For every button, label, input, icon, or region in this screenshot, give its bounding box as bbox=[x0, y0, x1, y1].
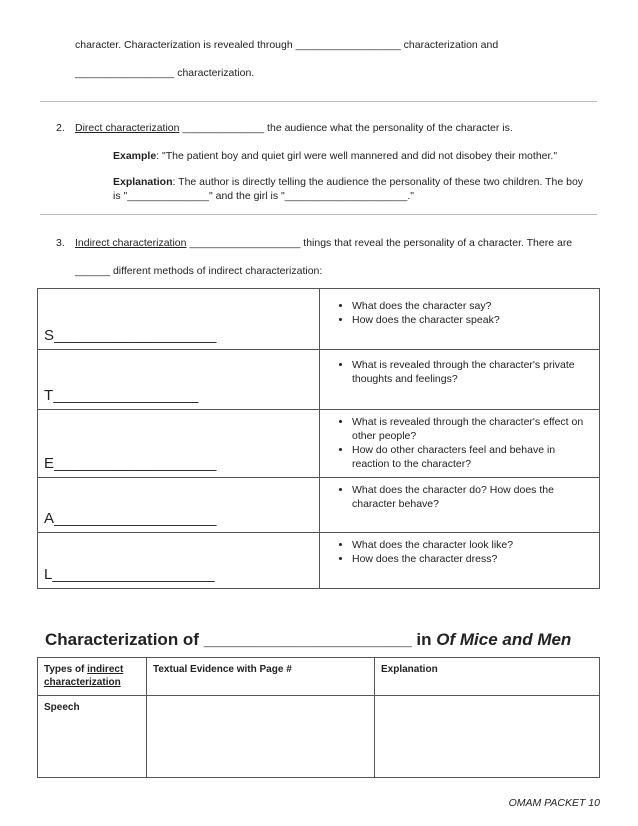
table-row bbox=[38, 696, 600, 778]
column-header-types: Types of indirect characterization bbox=[38, 658, 147, 696]
direct-characterization-line: Direct characterization ______________ the audience what the personality of the character is. bbox=[75, 122, 513, 134]
steal-letter: L___________________ bbox=[44, 566, 215, 583]
steal-letter: A___________________ bbox=[44, 510, 217, 527]
characterization-title: Characterization of ______________________ in Of Mice and Men bbox=[45, 630, 572, 649]
indirect-methods-line: ______ different methods of indirect characterization: bbox=[75, 265, 323, 277]
column-header-evidence: Textual Evidence with Page # bbox=[147, 658, 375, 696]
page-footer: OMAM PACKET 10 bbox=[508, 797, 600, 809]
indirect-characterization-line: Indirect characterization ___________________ things that reveal the personality of a character. There are bbox=[75, 237, 573, 249]
steal-letter-cell[interactable] bbox=[38, 289, 320, 350]
steal-question-cell bbox=[320, 478, 600, 533]
bullet: • What is revealed through the character's effect on other people? bbox=[352, 415, 593, 443]
explanation-line-2: is "______________" and the girl is "_____________________." bbox=[113, 190, 414, 202]
steal-letter-cell[interactable] bbox=[38, 478, 320, 533]
example-label: Example bbox=[113, 150, 157, 162]
item-number: 2. bbox=[56, 122, 65, 134]
table-row bbox=[38, 289, 600, 350]
direct-characterization-term: Direct characterization bbox=[75, 122, 180, 134]
book-title: Of Mice and Men bbox=[436, 630, 572, 649]
bullet: • What does the character say? bbox=[352, 299, 593, 313]
steal-question-cell bbox=[320, 289, 600, 350]
bullet: • What does the character look like? bbox=[352, 538, 593, 552]
indirect-characterization-term: Indirect characterization bbox=[75, 237, 187, 249]
divider bbox=[40, 101, 597, 102]
evidence-table bbox=[37, 657, 600, 778]
steal-table bbox=[37, 288, 600, 589]
steal-letter-cell[interactable] bbox=[38, 410, 320, 478]
bullet: • How does the character speak? bbox=[352, 313, 593, 327]
table-header-row bbox=[38, 658, 600, 696]
item-number: 3. bbox=[56, 237, 65, 249]
evidence-cell[interactable] bbox=[147, 696, 375, 778]
steal-question-cell bbox=[320, 410, 600, 478]
bullet: • How do other characters feel and behave in reaction to the character? bbox=[352, 443, 593, 471]
intro-line-2: _________________ characterization. bbox=[75, 67, 255, 79]
explanation-label: Explanation bbox=[113, 176, 173, 188]
example-line: Example: "The patient boy and quiet girl were well mannered and did not disobey their mother." bbox=[113, 150, 558, 162]
steal-letter: T_________________ bbox=[44, 387, 199, 404]
steal-question-cell bbox=[320, 533, 600, 589]
bullet: • What is revealed through the character's private thoughts and feelings? bbox=[352, 358, 593, 386]
bullet: • What does the character do? How does the character behave? bbox=[352, 483, 593, 511]
steal-letter-cell[interactable] bbox=[38, 350, 320, 410]
row-label-speech: Speech bbox=[38, 696, 147, 778]
table-row bbox=[38, 350, 600, 410]
steal-letter-cell[interactable] bbox=[38, 533, 320, 589]
table-row bbox=[38, 478, 600, 533]
column-header-explanation: Explanation bbox=[375, 658, 600, 696]
divider bbox=[40, 214, 597, 215]
bullet: • How does the character dress? bbox=[352, 552, 593, 566]
table-row bbox=[38, 410, 600, 478]
explanation-line: Explanation: The author is directly telling the audience the personality of these two children. The boy bbox=[113, 176, 584, 188]
explanation-cell[interactable] bbox=[375, 696, 600, 778]
steal-letter: E___________________ bbox=[44, 455, 217, 472]
table-row bbox=[38, 533, 600, 589]
steal-letter: S___________________ bbox=[44, 327, 217, 344]
intro-line-1: character. Characterization is revealed through __________________ characterization and bbox=[75, 39, 499, 51]
steal-question-cell bbox=[320, 350, 600, 410]
